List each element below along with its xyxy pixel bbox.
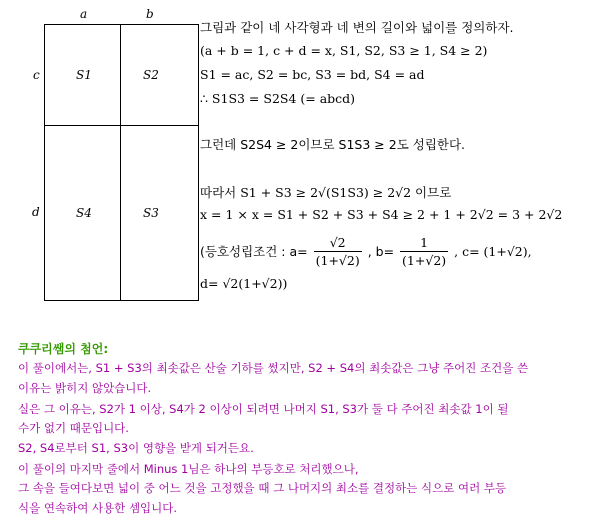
vertical-divider: [120, 24, 121, 301]
solution-line: S1 = ac, S2 = bc, S3 = bd, S4 = ad: [200, 67, 425, 82]
horizontal-divider: [44, 125, 199, 126]
fraction-b-denominator: (1+√2): [402, 253, 447, 268]
comment-line: 식을 연속하여 사용한 셈입니다.: [18, 501, 178, 515]
solution-line: 따라서 S1 + S3 ≥ 2√(S1S3) ≥ 2√2 이므로: [200, 185, 452, 200]
equality-prefix: (등호성립조건 : a=: [200, 244, 308, 259]
comment-line: 실은 그 이유는, S2가 1 이상, S4가 2 이상이 되려면 나머지 S1, S3가 둘 다 주어진 최솟값 1이 될: [18, 402, 509, 416]
solution-line: 그런데 S2S4 ≥ 2이므로 S1S3 ≥ 2도 성립한다.: [200, 137, 466, 152]
fraction-b-numerator: 1: [400, 234, 448, 252]
fraction-a-numerator: √2: [314, 234, 362, 252]
cell-s3: S3: [143, 206, 159, 220]
label-d: d: [32, 205, 40, 219]
fraction-a-denominator: (1+√2): [315, 253, 360, 268]
fraction-a: [314, 234, 362, 269]
solution-line: ∴ S1S3 = S2S4 (= abcd): [200, 91, 356, 106]
label-b: b: [146, 7, 154, 21]
comment-line: 그 속을 들여다보면 넓이 중 어느 것을 고정했을 때 그 나머지의 최소를 결정하는 식으로 여러 부등: [18, 481, 507, 495]
fraction-b: [400, 234, 448, 269]
solution-line: 그림과 같이 네 사각형과 네 변의 길이와 넓이를 정의하자.: [200, 20, 514, 35]
solution-line: (a + b = 1, c + d = x, S1, S2, S3 ≥ 1, S4 ≥ 2): [200, 43, 488, 58]
comment-line: S2, S4로부터 S1, S3이 영향을 받게 되거든요.: [18, 441, 254, 455]
cell-s4: S4: [76, 206, 92, 220]
label-a: a: [80, 7, 88, 21]
outer-rectangle: [44, 24, 199, 301]
solution-line: d= √2(1+√2)): [200, 276, 288, 291]
comment-title: 쿠쿠리쌤의 첨언:: [18, 342, 109, 356]
b-label: , b=: [367, 244, 395, 259]
label-c: c: [33, 68, 40, 82]
c-value: , c= (1+√2),: [454, 244, 532, 259]
cell-s2: S2: [143, 68, 159, 82]
solution-line: x = 1 × x = S1 + S2 + S3 + S4 ≥ 2 + 1 + 2√2 = 3 + 2√2: [200, 207, 563, 222]
comment-line: 이유는 밝히지 않았습니다.: [18, 381, 152, 395]
comment-line: 이 풀이에서는, S1 + S3의 최솟값은 산술 기하를 썼지만, S2 + S4의 최솟값은 그냥 주어진 조건을 쓴: [18, 361, 529, 375]
cell-s1: S1: [76, 68, 92, 82]
comment-line: 수가 없기 때문입니다.: [18, 421, 129, 435]
equality-condition-line: [200, 234, 532, 269]
comment-line: 이 풀이의 마지막 줄에서 Minus 1님은 하나의 부등호로 처리했으나,: [18, 462, 359, 476]
